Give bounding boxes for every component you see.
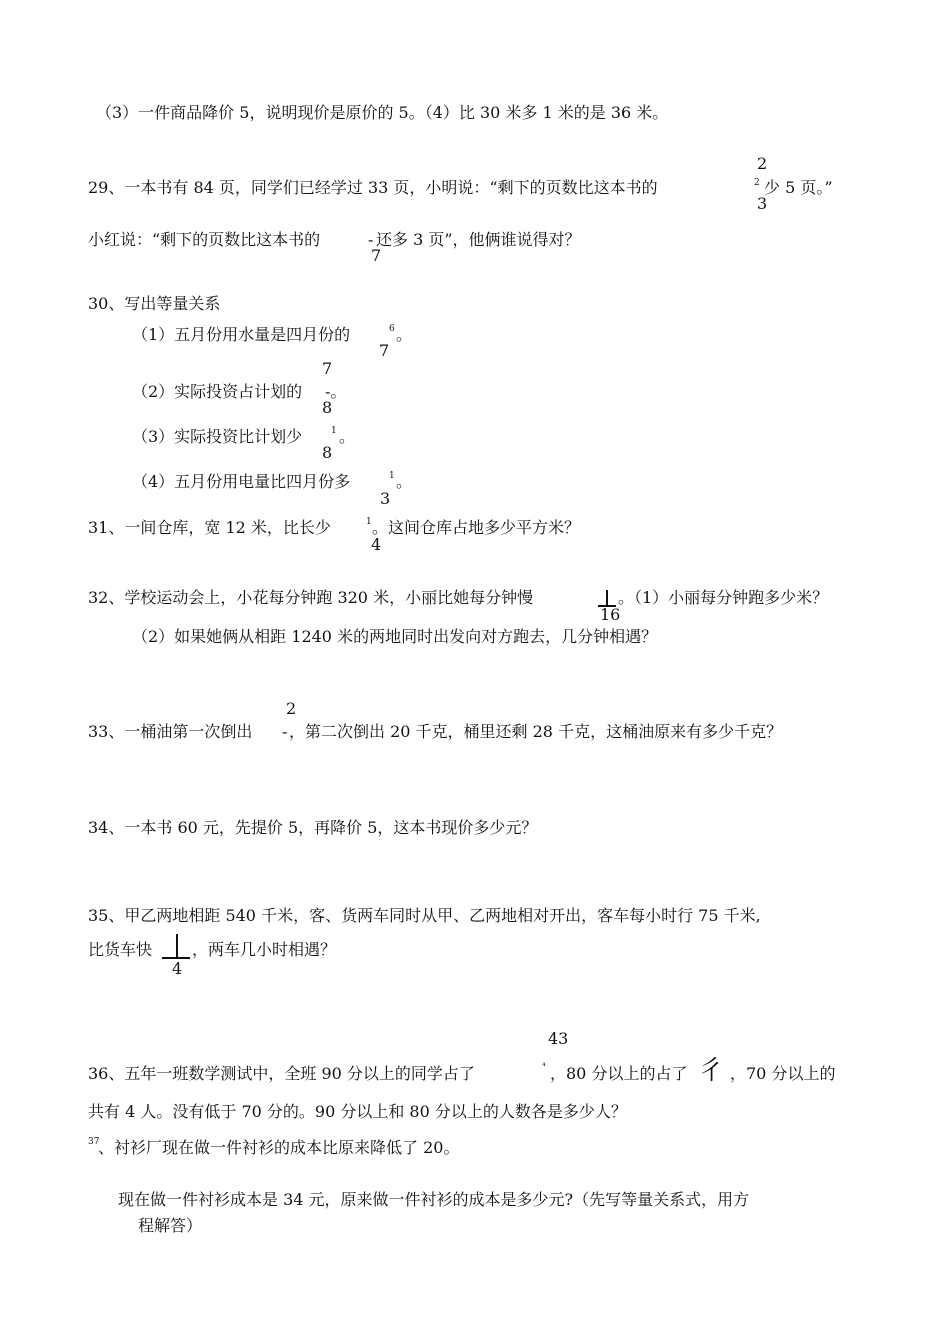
question-33-end: ，第二次倒出 20 千克，桶里还剩 28 千克，这桶油原来有多少千克？ (289, 722, 783, 741)
fraction-numerator-q30-2: 7 (322, 359, 333, 378)
question-30-item-3: （3）实际投资比计划少 (132, 427, 303, 446)
question-35-line-2-end: ，两车几小时相遇？ (192, 940, 337, 959)
page-number-fragment: 43 (548, 1029, 569, 1048)
fraction-denominator-q29: 3 (757, 194, 768, 213)
punctuation-q30-4: 。 (396, 472, 413, 491)
fraction-denominator-q30-2: 8 (322, 398, 333, 417)
fraction-denominator-q30-3: 8 (322, 443, 333, 462)
question-37-line-3: 程解答） (138, 1216, 203, 1235)
question-37-line-1: 、衬衫厂现在做一件衬衫的成本比原来降低了 20。 (98, 1138, 460, 1157)
fraction-superscript-q30-3: 1 (331, 426, 337, 436)
question-35-line-2-start: 比货车快 (88, 940, 153, 959)
fraction-denominator-q31: 4 (371, 535, 382, 554)
handwritten-mark-q36: 彳 (698, 1056, 725, 1086)
question-36-end: ，70 分以上的 (730, 1064, 836, 1083)
question-36-line-2: 共有 4 人。没有低于 70 分的。90 分以上和 80 分以上的人数各是多少人？ (88, 1102, 627, 1121)
fraction-superscript-q30-1: 6 (389, 324, 395, 334)
question-31-start: 31、一间仓库，宽 12 米，比长少 (88, 518, 331, 537)
fraction-denominator-q32: 16 (600, 605, 621, 624)
punctuation-q30-2: -。 (325, 382, 347, 401)
fraction-stroke-q35 (176, 934, 178, 958)
question-32-part-2: （2）如果她俩从相距 1240 米的两地同时出发向对方跑去，几分钟相遇？ (132, 627, 658, 646)
question-37-line-2: 现在做一件衬衫成本是 34 元，原来做一件衬衫的成本是多少元?（先写等量关系式，用方 (118, 1190, 750, 1209)
fraction-superscript-q30-4: 1 (389, 471, 395, 481)
fraction-stroke-q32 (606, 590, 608, 606)
punctuation-q30-3: 。 (339, 427, 356, 446)
question-30-item-4: （4）五月份用电量比四月份多 (132, 472, 351, 491)
fraction-numerator-q33: 2 (286, 699, 297, 718)
fraction-denominator-q29b: 7 (371, 246, 382, 265)
fraction-denominator-q30-1: 7 (379, 341, 390, 360)
question-34: 34、一本书 60 元，先提价 5，再降价 5，这本书现价多少元？ (88, 818, 538, 837)
question-29-line-1-end: 少 5 页。” (764, 178, 833, 197)
fraction-dash-q29b: - (368, 230, 374, 249)
question-37-number: 37 (88, 1137, 100, 1147)
question-30-title: 30、写出等量关系 (88, 294, 221, 313)
fraction-superscript-q29: 2 (754, 178, 760, 188)
fraction-superscript-q36: ⁴ (542, 1062, 546, 1072)
question-29-line-2: 小红说：“剩下的页数比这本书的 (88, 230, 321, 249)
question-32-start: 32、学校运动会上，小花每分钟跑 320 米，小丽比她每分钟慢 (88, 588, 534, 607)
question-32-end: 。（1）小丽每分钟跑多少米？ (618, 588, 829, 607)
question-30-item-1: （1）五月份用水量是四月份的 (132, 325, 351, 344)
question-35-line-1: 35、甲乙两地相距 540 千米，客、货两车同时从甲、乙两地相对开出，客车每小时行 75 千米, (88, 906, 761, 925)
question-36-start: 36、五年一班数学测试中，全班 90 分以上的同学占了 (88, 1064, 475, 1083)
question-29-line-2-end: 还多 3 页”，他俩谁说得对？ (376, 230, 581, 249)
fraction-numerator-q29: 2 (757, 154, 768, 173)
question-31-end: 。这间仓库占地多少平方米？ (372, 518, 581, 537)
question-33-start: 33、一桶油第一次倒出 (88, 722, 253, 741)
text-line-item-3-4: （3）一件商品降价 5，说明现价是原价的 5。（4）比 30 米多 1 米的是 36 米。 (96, 103, 669, 122)
fraction-denominator-q30-4: 3 (380, 489, 391, 508)
question-36-middle: ，80 分以上的占了 (550, 1064, 688, 1083)
fraction-dash-q33: - (282, 722, 288, 741)
fraction-denominator-q35: 4 (172, 959, 183, 978)
fraction-superscript-q31: 1 (366, 517, 372, 527)
punctuation-q30-1: 。 (396, 325, 413, 344)
question-30-item-2: （2）实际投资占计划的 (132, 382, 303, 401)
question-29-line-1: 29、一本书有 84 页，同学们已经学过 33 页，小明说：“剩下的页数比这本书的 (88, 178, 658, 197)
